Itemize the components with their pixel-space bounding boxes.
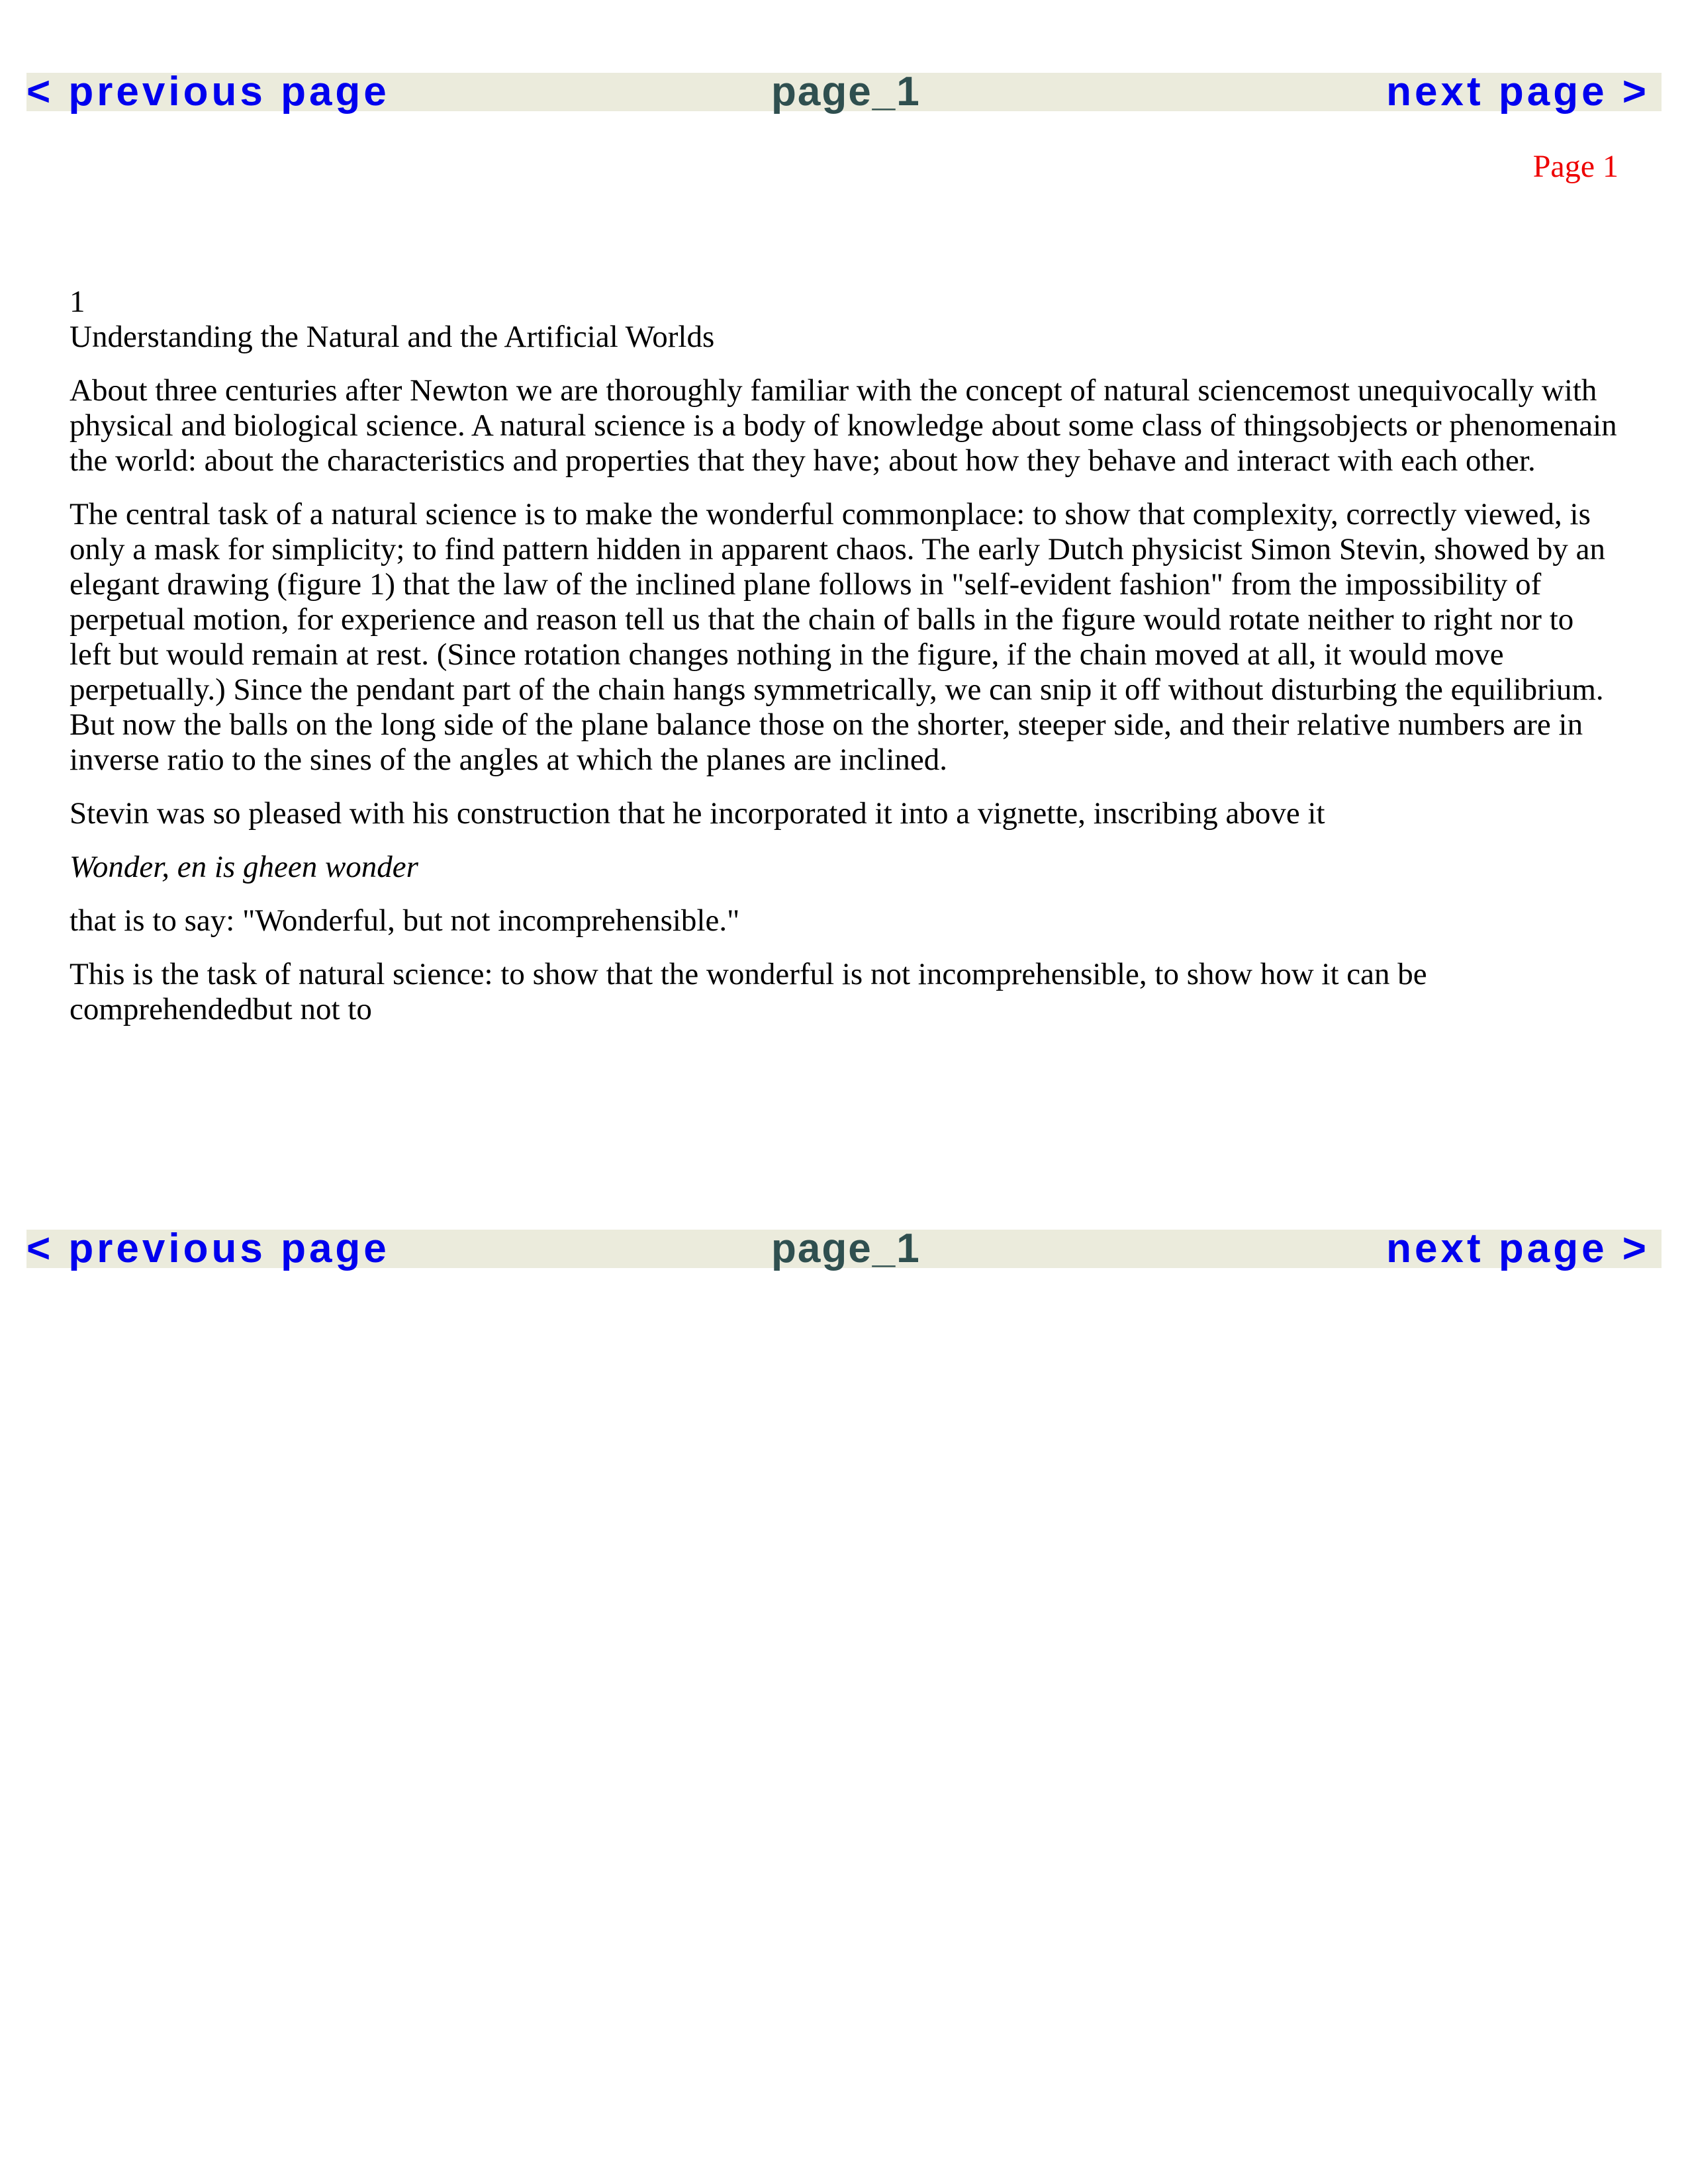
paragraph-translation: that is to say: "Wonderful, but not incomprehensible." <box>70 903 740 938</box>
page-identifier: page_1 <box>771 69 921 114</box>
page-number-marker: Page 1 <box>1532 149 1618 184</box>
page-content <box>70 285 1618 1046</box>
paragraph-central-task: The central task of a natural science is to make the wonderful commonplace: to show that complexity, correctly viewed, is only a mask for simplicity; to find pattern hidden in apparent chaos. The early Dutch physicist Simon Stevin, showed by an elegant drawing (figure 1) that the law of the inclined plane follows in "self-evident fashion" from the impossibility of perpetual motion, for experience and reason tell us that the chain of balls in the figure would rotate neither to right nor to left but would remain at rest. (Since rotation changes nothing in the figure, if the chain moved at all, it would move perpetually.) Since the pendant part of the chain hangs symmetrically, we can snip it off without disturbing the equilibrium. But now the balls on the long side of the plane balance those on the shorter, steeper side, and their relative numbers are in inverse ratio to the sines of the angles at which the planes are inclined. <box>70 497 1605 777</box>
paragraph-natural-science: About three centuries after Newton we are thoroughly familiar with the concept of natural sciencemost unequivocally with physical and biological science. A natural science is a body of knowledge about some class of thingsobjects or phenomenain the world: about the characteristics and properties that they have; about how they behave and interact with each other. <box>70 373 1617 478</box>
motto-quote: Wonder, en is gheen wonder <box>70 850 418 884</box>
bottom-navigation-bar <box>26 1226 1662 1271</box>
chapter-title: Understanding the Natural and the Artificial Worlds <box>70 320 715 354</box>
next-page-link[interactable]: next page > <box>1386 69 1650 114</box>
chapter-heading <box>70 285 1618 355</box>
next-page-link[interactable]: next page > <box>1386 1226 1650 1271</box>
previous-page-link[interactable]: < previous page <box>26 1226 390 1271</box>
chapter-number: 1 <box>70 285 85 319</box>
previous-page-link[interactable]: < previous page <box>26 69 390 114</box>
top-navigation-bar <box>26 69 1662 114</box>
paragraph-task-of-science: This is the task of natural science: to show that the wonderful is not incomprehensible, to show how it can be comprehendedbut not to <box>70 957 1427 1026</box>
paragraph-stevin-vignette: Stevin was so pleased with his construction that he incorporated it into a vignette, inscribing above it <box>70 796 1325 831</box>
page-identifier: page_1 <box>771 1226 921 1271</box>
